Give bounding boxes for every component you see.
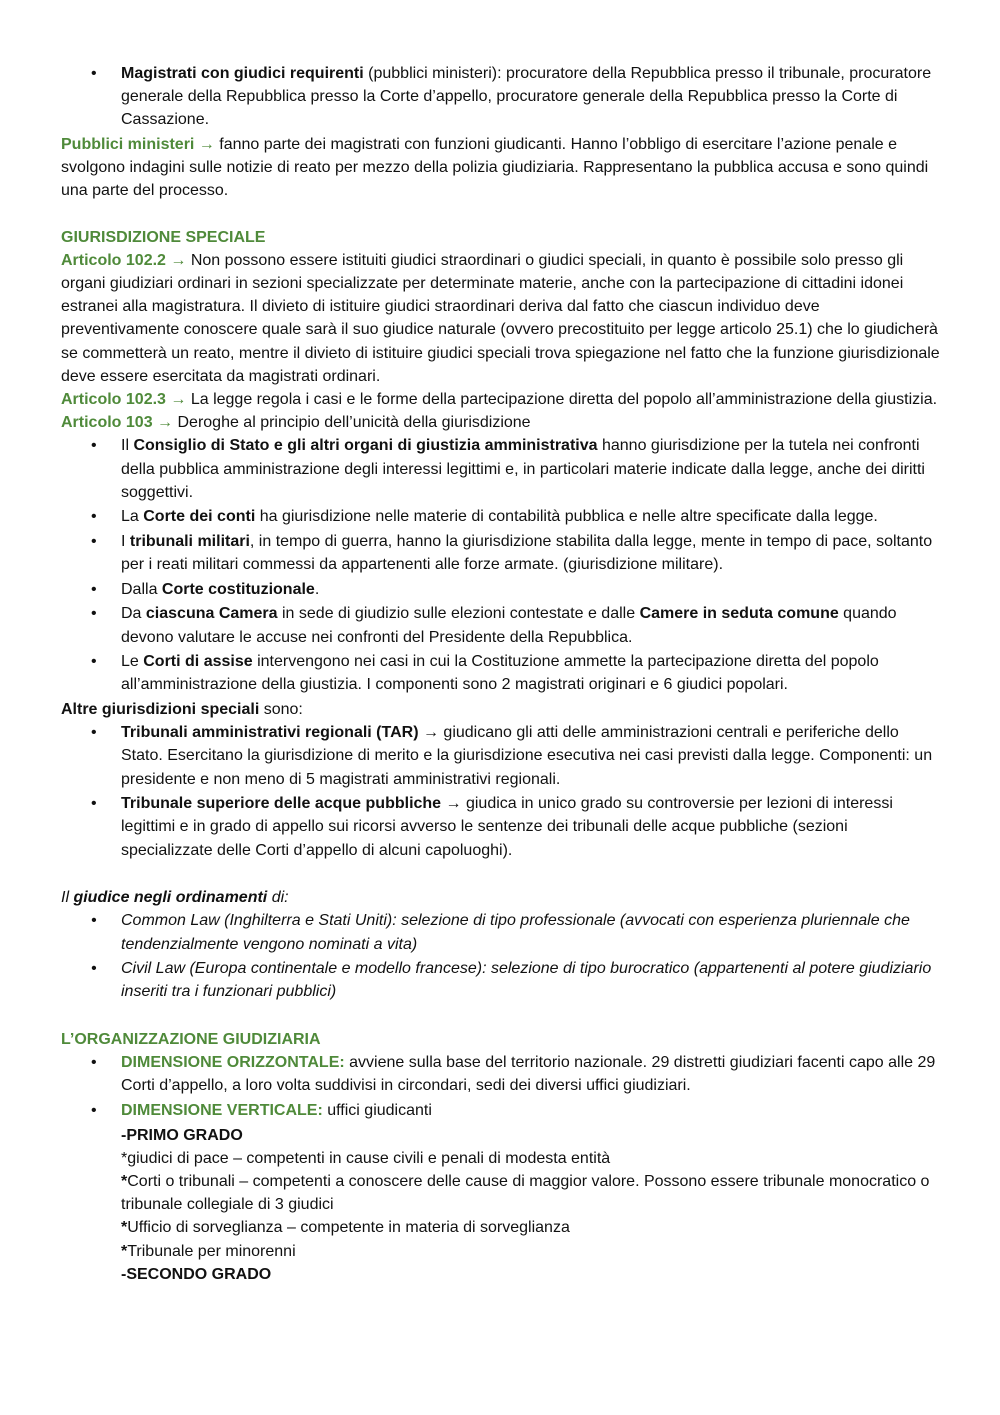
arrow-icon: → — [165, 391, 191, 409]
organizzazione-list — [61, 1051, 941, 1122]
altre-intro: Altre giurisdizioni speciali sono: — [61, 701, 303, 719]
list-item: • Civil Law (Europa continentale e modello francese): selezione di tipo burocratico (appartenenti al potere giudiziario inseriti tra i funzionari pubblici) — [61, 957, 941, 1003]
list-item: • Magistrati con giudici requirenti (pubblici ministeri): procuratore della Repubblica presso il tribunale, procuratore generale della Repubblica presso la Corte d’appello, procuratore generale della Repubblica presso la Corte di Cassazione. — [61, 62, 941, 132]
list-item: • I tribunali militari, in tempo di guerra, hanno la giurisdizione stabilita dalla legge, mente in tempo di pace, soltanto per i reati militari commessi da appartenenti alle forze armate. (giurisdizione militare). — [61, 530, 941, 576]
article-paragraph: Articolo 102.2 → Non possono essere istituiti giudici straordinari o giudici speciali, in quanto è possibile solo presso gli organi giudiziari ordinari in sezioni specializzate per determinate materie, anche con la partecipazione di cittadini idonei estranei alla magistratura. Il divieto di istituire giudici straordinari deriva dal fatto che ciascun individuo deve preventivamente conoscere quale sarà il suo giudice naturale (ovvero precostituito per legge articolo 25.1) che lo giudicherà se commetterà un reato, mentre il divieto di istituire giudici speciali trova spiegazione nel fatto che la funzione giurisdizionale deve essere esercitata da magistrati ordinari. — [61, 251, 940, 385]
grado-heading: -SECONDO GRADO — [121, 1265, 272, 1283]
list-item: • DIMENSIONE VERTICALE: uffici giudicanti — [61, 1099, 941, 1122]
article-paragraph: Articolo 102.3 → La legge regola i casi e le forme della partecipazione diretta del popolo all’amministrazione della giustizia. — [61, 391, 938, 409]
pubblici-ministeri-paragraph: Pubblici ministeri → fanno parte dei magistrati con funzioni giudicanti. Hanno l’obbligo di esercitare l’azione penale e svolgono indagini sulle notizie di reato per mezzo della polizia giudiziaria. Rappresentano la pubblica accusa e sono quindi una parte del processo. — [61, 136, 929, 200]
section-heading: L’ORGANIZZAZIONE GIUDIZIARIA — [61, 1031, 321, 1049]
arrow-icon: → — [418, 724, 444, 742]
ordinamenti-list — [61, 909, 941, 1003]
list-item: • Tribunale superiore delle acque pubbliche → giudica in unico grado su controversie per lezioni di interessi legittimi e in grado di appello sui ricorsi avverso le sentenze dei tribunali delle acque pubbliche (sezioni specializzate delle Corti d’appello di alcuni capoluoghi). — [61, 792, 941, 862]
list-item: • Dalla Corte costituzionale. — [61, 578, 941, 601]
grado-line: *Corti o tribunali – competenti a conoscere delle cause di maggior valore. Possono essere tribunale monocratico o tribunale collegiale di 3 giudici — [121, 1173, 930, 1214]
giudice-intro: Il giudice negli ordinamenti di: — [61, 889, 289, 907]
article-paragraph: Articolo 103 → Deroghe al principio dell’unicità della giurisdizione — [61, 414, 531, 432]
list-item: • Common Law (Inghilterra e Stati Uniti): selezione di tipo professionale (avvocati con esperienza pluriennale che tendenzialmente vengono nominati a vita) — [61, 909, 941, 955]
grado-line: *giudici di pace – competenti in cause civili e penali di modesta entità — [121, 1149, 611, 1167]
list-item: • Le Corti di assise intervengono nei casi in cui la Costituzione ammette la partecipazione diretta del popolo all’amministrazione della giustizia. I componenti sono 2 magistrati originari e 6 giudici popolari. — [61, 650, 941, 696]
list-item: • Il Consiglio di Stato e gli altri organi di giustizia amministrativa hanno giurisdizione per la tutela nei confronti della pubblica amministrazione degli interessi legittimi e, in particolari materie indicate dalla legge, anche dei diritti soggettivi. — [61, 434, 941, 504]
grado-line: *Tribunale per minorenni — [121, 1242, 296, 1260]
list-item: • La Corte dei conti ha giurisdizione nelle materie di contabilità pubblica e nelle altre specificate dalla legge. — [61, 505, 941, 528]
arrow-icon: → — [165, 251, 191, 269]
list-item: • Da ciascuna Camera in sede di giudizio sulle elezioni contestate e dalle Camere in seduta comune quando devono valutare le accuse nei confronti del Presidente della Repubblica. — [61, 602, 941, 648]
arrow-icon: → — [152, 414, 178, 432]
list-item: • Tribunali amministrativi regionali (TAR) → giudicano gli atti delle amministrazioni centrali e periferiche dello Stato. Esercitano la giurisdizione di merito e la giurisdizione esecutiva nei casi previsti dalla legge. Componenti: un presidente e non meno di 5 magistrati amministrativi regionali. — [61, 721, 941, 791]
arrow-icon: → — [194, 136, 220, 153]
list-item: • DIMENSIONE ORIZZONTALE: avviene sulla base del territorio nazionale. 29 distretti giudiziari facenti capo alle 29 Corti d’appello, a loro volta suddivisi in circondari, sedi dei diversi uffici giudiziari. — [61, 1051, 941, 1097]
magistrati-list — [61, 62, 941, 132]
section-heading: GIURISDIZIONE SPECIALE — [61, 228, 266, 246]
grado-line: *Ufficio di sorveglianza – competente in materia di sorveglianza — [121, 1219, 570, 1237]
grado-heading: -PRIMO GRADO — [121, 1126, 243, 1144]
deroghe-list — [61, 434, 941, 696]
document-page — [61, 62, 941, 1286]
altre-list — [61, 721, 941, 862]
arrow-icon: → — [441, 795, 466, 813]
term-label: Pubblici ministeri — [61, 136, 195, 153]
gradi-block — [61, 1124, 941, 1286]
